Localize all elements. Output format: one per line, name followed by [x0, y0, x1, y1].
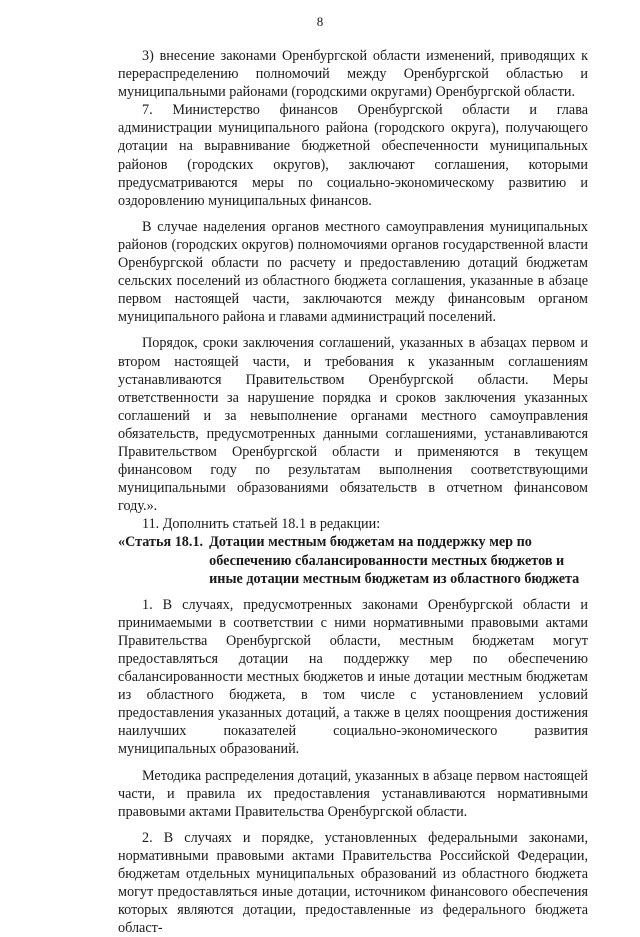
article-paragraph: 1. В случаях, предусмотренных законами Оренбургской области и принимаемыми в соответствии с ними нормативными правовыми актами Правительства Оренбургской области, местным бюджетам могут предоставляться дотации на поддержку мер по обеспечению сбалансированности местных бюджетов и иные дотации местным бюджетам из областного бюджета, в том числе с установлением условий предоставления указанных дотаций, а также в целях поощрения достижения наилучших показателей социально-экономического развития муниципальных образований.: [118, 596, 588, 758]
page-number: 8: [316, 14, 324, 29]
paragraph: Порядок, сроки заключения соглашений, указанных в абзацах первом и втором настоящей части, и требования к указанным соглашениям устанавливаются Правительством Оренбургской области. Меры ответственности за нарушение порядка и сроков заключения указанных соглашений и за невыполнение органами местного самоуправления обязательств, предусмотренных данными соглашениями, устанавливаются Правительством Оренбургской области и применяются в текущем финансовом году по результатам выполнения соответствующими муниципальными образованиями обязательств в отчетном финансовом году.».: [118, 335, 588, 515]
paragraph: 11. Дополнить статьей 18.1 в редакции:: [142, 516, 381, 533]
document-body: [118, 47, 588, 937]
article-number: «Статья 18.1.: [118, 534, 204, 551]
article-title: Дотации местным бюджетам на поддержку мер по обеспечению сбалансированности местных бюджетов и иные дотации местным бюджетам из областного бюджета: [209, 534, 580, 587]
paragraph: 7. Министерство финансов Оренбургской области и глава администрации муниципального района (городского округа), получающего дотации на выравнивание бюджетной обеспеченности муниципальных районов (городских округов), заключают соглашения, которыми предусматриваются меры по социально-экономическому развитию и оздоровлению муниципальных финансов.: [118, 102, 588, 209]
article-paragraph: 2. В случаях и порядке, установленных федеральными законами, нормативными правовыми актами Правительства Российской Федерации, бюджетам отдельных муниципальных образований из областного бюджета могут предоставляться иные дотации, источником финансового обеспечения которых являются дотации, предоставленные из федерального бюджета област-: [118, 829, 588, 937]
article-paragraph: Методика распределения дотаций, указанных в абзаце первом настоящей части, и правила их предоставления устанавливаются нормативными правовыми актами Правительства Оренбургской области.: [118, 767, 588, 820]
article-heading: [118, 533, 588, 587]
paragraph: В случае наделения органов местного самоуправления муниципальных районов (городских округов) полномочиями органов государственной власти Оренбургской области по расчету и предоставлению дотаций бюджетам сельских поселений из областного бюджета соглашения, указанные в абзаце первом настоящей части, заключаются между финансовым органом муниципального района и главами администраций поселений.: [118, 218, 588, 326]
paragraph: 3) внесение законами Оренбургской области изменений, приводящих к перераспределению полномочий между Оренбургской областью и муниципальными районами (городскими округами) Оренбургской области.: [118, 48, 588, 101]
